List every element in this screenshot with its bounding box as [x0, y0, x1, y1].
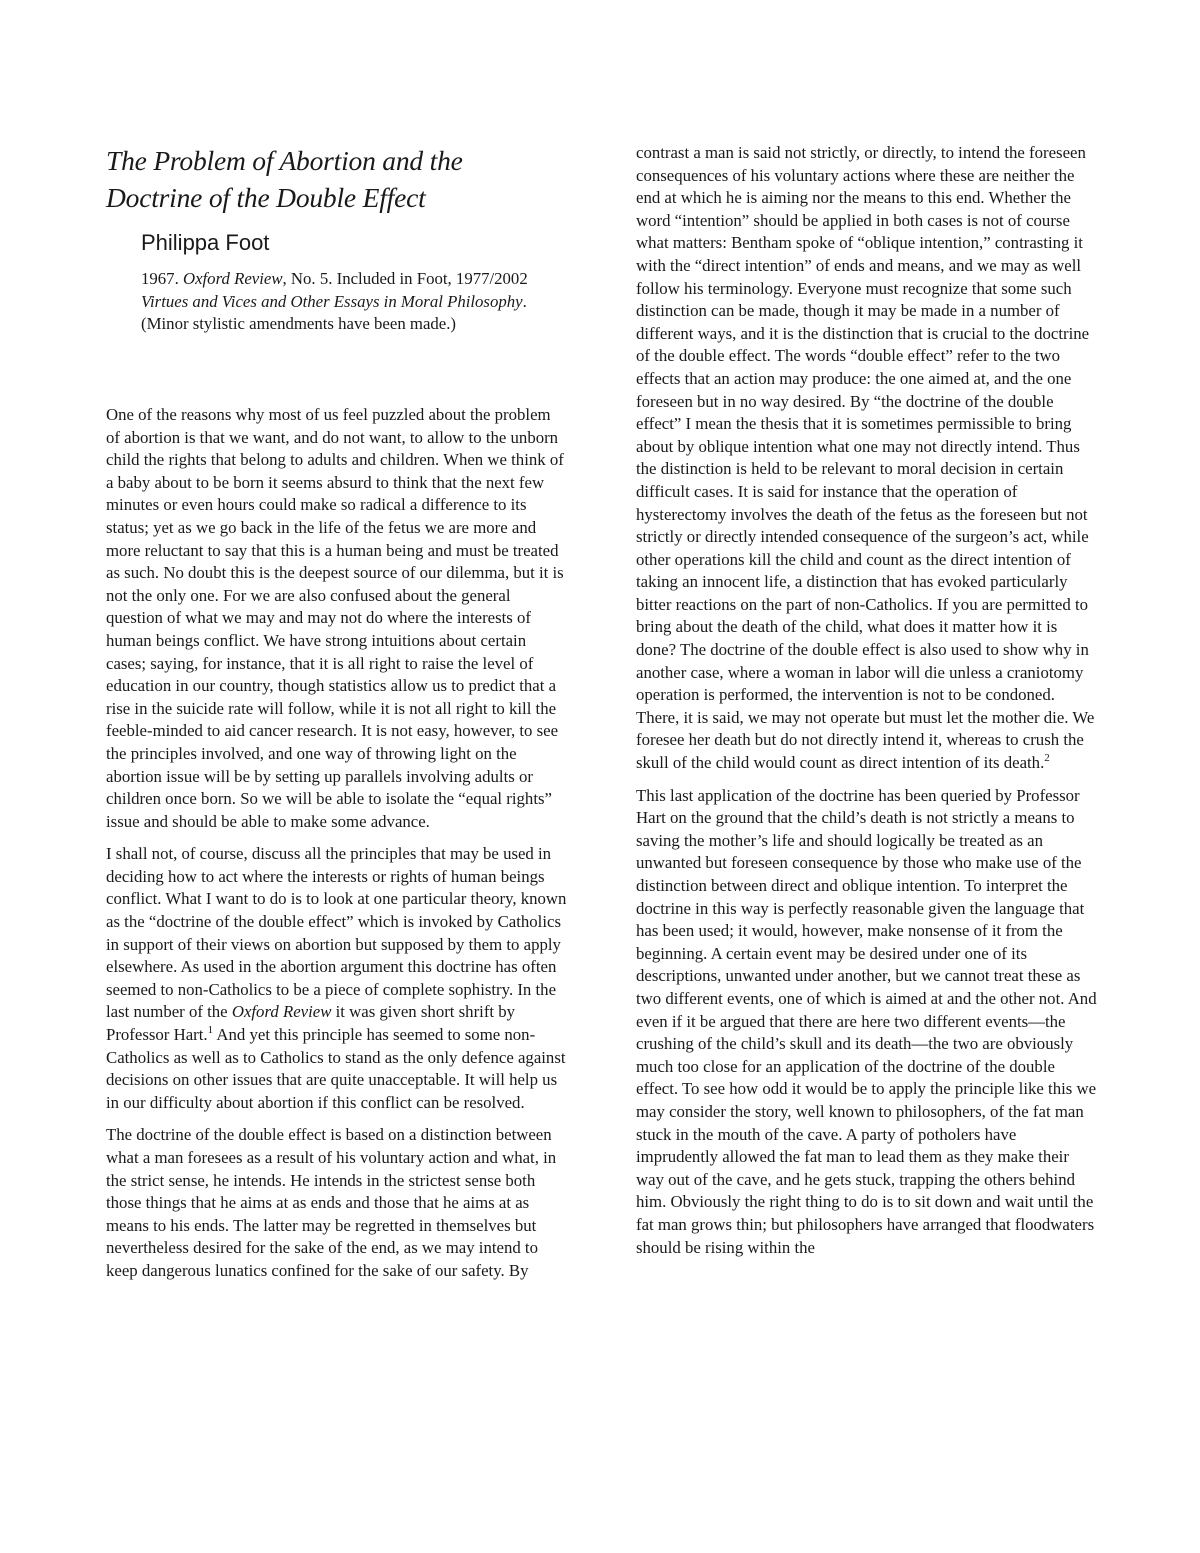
paragraph: [636, 142, 1098, 775]
footnote-marker[interactable]: 1: [207, 1024, 214, 1037]
paragraph-text: it was given short shrift by Professor Hart.: [106, 1002, 516, 1045]
paragraph-text: contrast a man is said not strictly, or directly, to intend the foreseen consequences of his voluntary actions where these are neither the end at which he is aiming nor the means to this end. Whether the word “intention” should be applied in both cases is not of course what matters: Bentham spoke of “oblique intention,” contrasting it with the “direct intention” of ends and means, and we may as well follow his terminology. Everyone must recognize that some such distinction can be made, though it may be made in a number of different ways, and it is the distinction that is crucial to the doctrine of the double effect. The words “double effect” refer to the two effects that an action may produce: the one aimed at, and the one foreseen but in no way desired. By “the doctrine of the double effect” I mean the thesis that it is sometimes permissible to bring about by oblique intention what one may not directly intend. Thus the distinction is held to be relevant to moral decision in certain difficult cases. It is said for instance that the operation of hysterectomy involves the death of the fetus as the foreseen but not strictly or directly intended consequence of the surgeon’s act, while other operations kill the child and count as the direct intention of taking an innocent life, a distinction that has evoked particularly bitter reactions on the part of non-Catholics. If you are permitted to bring about the death of the child, what does it matter how it is done? The doctrine of the double effect is also used to show why in another case, where a woman in labor will die unless a craniotomy operation is performed, the intervention is not to be condoned. There, it is said, we may not operate but must let the mother die. We foresee her death but do not directly intend it, whereas to crush the skull of the child would count as direct intention of its death.: [636, 143, 1095, 773]
paragraph: The doctrine of the double effect is based on a distinction between what a man foresees as a result of his voluntary action and what, in the strict sense, he intends. He intends in the strictest sense both those things that he aims at as ends and those that he aims at as means to his ends. The latter may be regretted in themselves but nevertheless desired for the sake of the end, as we may intend to keep dangerous lunatics confined for the sake of our safety. By: [106, 1125, 557, 1280]
citation-year: 1967.: [141, 269, 183, 288]
right-column: [636, 142, 1098, 1269]
author-name: Philippa Foot: [141, 230, 270, 255]
paragraph: This last application of the doctrine has been queried by Professor Hart on the ground that the child’s death is not strictly a means to saving the mother’s life and should logically be treated as an unwanted but foreseen consequence by those who make use of the distinction between direct and oblique intention. To interpret the doctrine in this way is perfectly reasonable given the language that has been used; it would, however, make nonsense of it from the beginning. A certain event may be desired under one of its descriptions, unwanted under another, but we cannot treat these as two different events, one of which is aimed at and the other not. And even if it be argued that there are here two different events—the crushing of the child’s skull and its death—the two are obviously much too close for an application of the doctrine of the double effect. To see how odd it would be to apply the principle like this we may consider the story, well known to philosophers, of the fat man stuck in the mouth of the cave. A party of potholers have imprudently allowed the fat man to lead them as they make their way out of the cave, and he gets stuck, trapping the others behind him. Obviously the right thing to do is to sit down and wait until the fat man grows thin; but philosophers have arranged that floodwaters should be rising within the: [636, 785, 1097, 1257]
journal-title: Oxford Review: [231, 1002, 332, 1022]
paragraph: [106, 843, 568, 1114]
footnote-marker[interactable]: 2: [1044, 752, 1050, 765]
citation-amendment-note: . (Minor stylistic amendments have been made.): [141, 291, 527, 334]
citation-book: Virtues and Vices and Other Essays in Moral Philosophy: [141, 291, 523, 311]
citation-note: [141, 268, 573, 336]
title-line-2: Doctrine of the Double Effect: [106, 182, 426, 213]
citation-journal: Oxford Review: [182, 269, 283, 288]
article-title: [106, 142, 576, 216]
citation-issue: , No. 5. Included in Foot, 1977/2002: [282, 269, 528, 288]
paragraph: One of the reasons why most of us feel puzzled about the problem of abortion is that we want, and do not want, to allow to the unborn child the rights that belong to adults and children. When we think of a baby about to be born it seems absurd to think that the next few minutes or even hours could make so radical a difference to its status; yet as we go back in the life of the fetus we are more and more reluctant to say that this is a human being and must be treated as such. No doubt this is the deepest source of our dilemma, but it is not the only one. For we are also confused about the general question of what we may and may not do where the interests of human beings conflict. We have strong intuitions about certain cases; saying, for instance, that it is all right to raise the level of education in our country, though statistics allow us to predict that a rise in the suicide rate will follow, while it is not all right to kill the feeble-minded to aid cancer research. It is not easy, however, to see the principles involved, and one way of throwing light on the abortion issue will be by setting up parallels involving adults or children once born. So we will be able to isolate the “equal rights” issue and should be able to make some advance.: [106, 405, 564, 831]
left-column: [106, 404, 568, 1293]
title-line-1: The Problem of Abortion and the: [106, 145, 463, 176]
paragraph-text: And yet this principle has seemed to some non-Catholics as well as to Catholics to stand as the only defence against decisions on other issues that are quite unacceptable. It will help us in our difficulty about abortion if this conflict can be resolved.: [106, 1025, 566, 1112]
paragraph-text: I shall not, of course, discuss all the principles that may be used in deciding how to act where the interests or rights of human beings conflict. What I want to do is to look at one particular theory, known as the “doctrine of the double effect” which is invoked by Catholics in support of their views on abortion but supposed by them to apply elsewhere. As used in the abortion argument this doctrine has often seemed to non-Catholics to be a piece of complete sophistry. In the last number of the: [106, 844, 567, 1022]
